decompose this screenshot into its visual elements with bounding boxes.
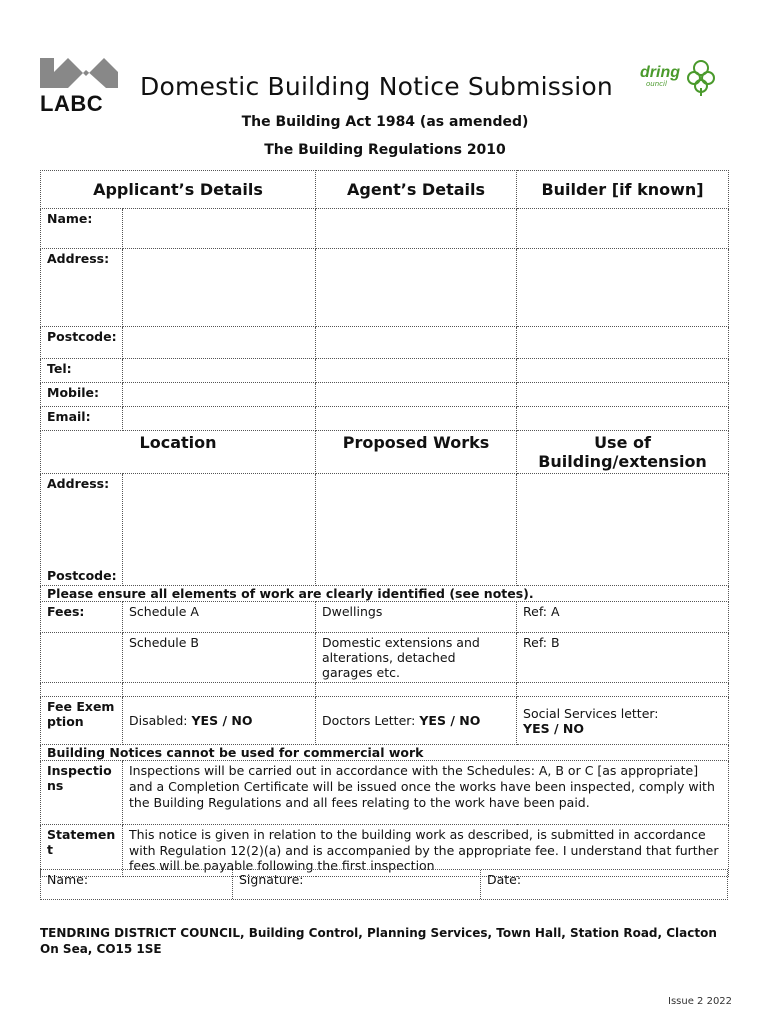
page-title: Domestic Building Notice Submission xyxy=(140,72,613,101)
fee-schedule-a: Schedule A xyxy=(123,602,316,633)
builder-address-field[interactable] xyxy=(517,249,729,327)
social-services-value: YES / NO xyxy=(523,720,584,736)
agent-email-field[interactable] xyxy=(316,407,517,431)
agent-name-field[interactable] xyxy=(316,209,517,249)
spacer-cell xyxy=(517,683,729,697)
builder-details-heading: Builder [if known] xyxy=(517,171,729,209)
fee-exemption-label: Fee Exemption xyxy=(41,697,123,745)
use-of-building-field[interactable] xyxy=(517,474,729,586)
doctors-letter-option[interactable] xyxy=(316,697,517,745)
doctors-letter-value: YES / NO xyxy=(419,713,481,728)
proposed-works-field[interactable] xyxy=(316,474,517,586)
footer-address: TENDRING DISTRICT COUNCIL, Building Control, Planning Services, Town Hall, Station Road, Clacton On Sea, CO15 1SE xyxy=(40,926,717,956)
signoff-name-field[interactable] xyxy=(41,870,233,899)
location-address-cell xyxy=(41,474,123,586)
spacer-cell xyxy=(316,683,517,697)
fees-empty-cell xyxy=(41,633,123,683)
applicant-tel-field[interactable] xyxy=(123,359,316,383)
agent-postcode-field[interactable] xyxy=(316,327,517,359)
statement-text: This notice is given in relation to the building work as described, is submitted in accordance with Regulation 12(2)(a) and is accompanied by the appropriate fee. I understand that further fees will be payable following the first inspection xyxy=(123,825,729,877)
signoff-date-field[interactable] xyxy=(481,870,727,899)
applicant-postcode-label: Postcode: xyxy=(41,327,123,359)
signoff-date-label: Date: xyxy=(487,872,522,887)
use-of-building-heading: Use of Building/extension xyxy=(517,431,729,474)
elements-notice: Please ensure all elements of work are clearly identified (see notes). xyxy=(41,586,729,602)
spacer-cell xyxy=(123,683,316,697)
issue-number: Issue 2 2022 xyxy=(668,996,733,1007)
spacer-cell xyxy=(41,683,123,697)
social-services-label: Social Services letter: xyxy=(523,705,659,721)
statement-label: Statement xyxy=(41,825,123,877)
applicant-mobile-label: Mobile: xyxy=(41,383,123,407)
location-postcode-label: Postcode: xyxy=(47,568,117,583)
subtitle-building-act: The Building Act 1984 (as amended) xyxy=(241,114,529,130)
inspections-text: Inspections will be carried out in accordance with the Schedules: A, B or C [as appropriate] and a Completion Certificate will be issued once the works have been inspected, comply with the Building Regulations and all fees relating to the work have been paid. xyxy=(123,761,729,825)
applicant-name-field[interactable] xyxy=(123,209,316,249)
applicant-postcode-field[interactable] xyxy=(123,327,316,359)
applicant-name-label: Name: xyxy=(41,209,123,249)
applicant-address-field[interactable] xyxy=(123,249,316,327)
fee-works-extensions: Domestic extensions and alterations, detached garages etc. xyxy=(316,633,517,683)
location-address-field[interactable] xyxy=(123,474,316,586)
inspections-label: Inspections xyxy=(41,761,123,825)
builder-tel-field[interactable] xyxy=(517,359,729,383)
builder-name-field[interactable] xyxy=(517,209,729,249)
agent-address-field[interactable] xyxy=(316,249,517,327)
council-logo-sub: ouncil xyxy=(646,80,667,88)
council-crest-icon xyxy=(686,58,716,96)
applicant-tel-label: Tel: xyxy=(41,359,123,383)
location-heading: Location xyxy=(41,431,316,474)
notice-form-table xyxy=(40,170,729,877)
disabled-option[interactable] xyxy=(123,697,316,745)
signoff-signature-field[interactable] xyxy=(233,870,481,899)
agent-tel-field[interactable] xyxy=(316,359,517,383)
disabled-label: Disabled: xyxy=(129,713,192,728)
builder-email-field[interactable] xyxy=(517,407,729,431)
applicant-email-label: Email: xyxy=(41,407,123,431)
fees-label: Fees: xyxy=(41,602,123,633)
signoff-signature-label: Signature: xyxy=(239,872,304,887)
agent-mobile-field[interactable] xyxy=(316,383,517,407)
location-address-label: Address: xyxy=(47,476,110,491)
applicant-mobile-field[interactable] xyxy=(123,383,316,407)
fee-schedule-b: Schedule B xyxy=(123,633,316,683)
subtitle-building-regulations: The Building Regulations 2010 xyxy=(264,142,506,158)
signoff-name-label: Name: xyxy=(47,872,89,887)
commercial-work-note: Building Notices cannot be used for commercial work xyxy=(41,745,729,761)
applicant-address-label: Address: xyxy=(41,249,123,327)
social-services-option[interactable] xyxy=(517,697,729,745)
applicant-details-heading: Applicant’s Details xyxy=(41,171,316,209)
fee-ref-a: Ref: A xyxy=(517,602,729,633)
proposed-works-heading: Proposed Works xyxy=(316,431,517,474)
disabled-value: YES / NO xyxy=(191,713,253,728)
applicant-email-field[interactable] xyxy=(123,407,316,431)
builder-postcode-field[interactable] xyxy=(517,327,729,359)
labc-logo-text: LABC xyxy=(40,91,104,116)
council-logo-text: dring xyxy=(640,64,680,81)
signoff-row xyxy=(40,869,728,900)
fee-ref-b: Ref: B xyxy=(517,633,729,683)
agent-details-heading: Agent’s Details xyxy=(316,171,517,209)
builder-mobile-field[interactable] xyxy=(517,383,729,407)
doctors-letter-label: Doctors Letter: xyxy=(322,713,420,728)
fee-works-dwellings: Dwellings xyxy=(316,602,517,633)
